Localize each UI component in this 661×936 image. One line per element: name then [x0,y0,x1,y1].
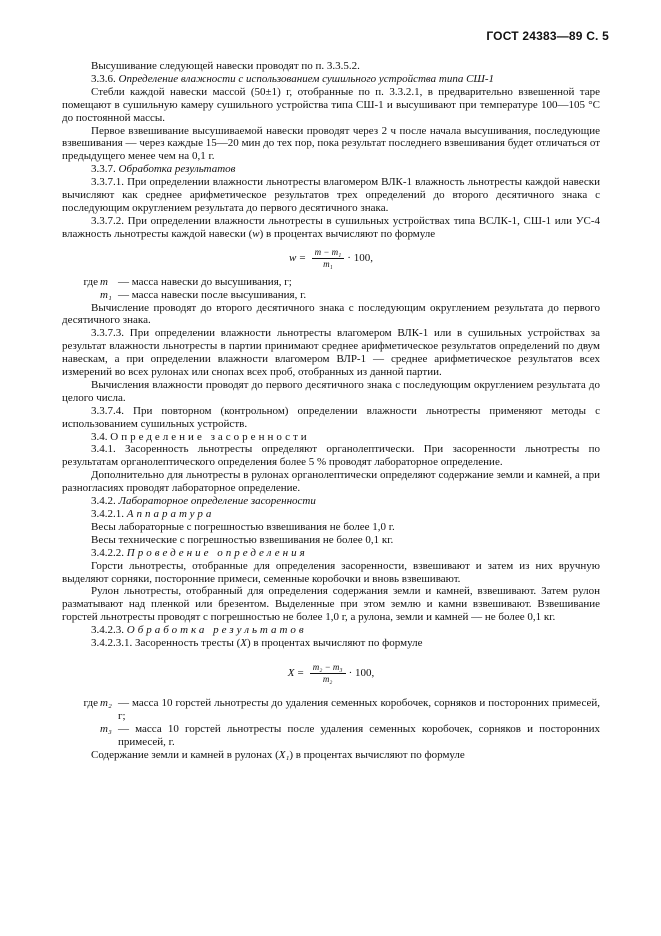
formula-contamination [62,662,600,685]
section-heading [62,547,600,560]
def-text: — масса навески после высушивания, г. [118,288,307,301]
def-symbol: m₃ [100,722,112,735]
formula-equals: = [299,251,306,264]
text-span: ) в процентах вычисляют по формуле [289,748,465,761]
paragraph [62,215,600,241]
def-symbol: m₂ [100,696,112,709]
section-heading [62,495,600,508]
def-text: — масса навески до высушивания, г; [118,275,292,288]
section-heading [62,431,600,444]
text-span: 3.3.7.2. При определении влажности льнотресты в сушильных устройствах типа ВСЛК-1, СШ-1 или УС-4 влажность льнотресты каждой навески ( [62,214,600,240]
fraction-numerator: m − m₁ [312,247,345,259]
paragraph: Вычисления влажности проводят до первого десятичного знака с последующим округлением результата до целого числа. [62,378,600,404]
def-text: — масса 10 горстей льнотресты до удаления семенных коробочек, сорняков и посторонних примесей, г; [118,696,600,722]
section-number: 3.4. [91,430,108,443]
formula-equals: = [297,667,304,680]
paragraph: Горсти льнотресты, отобранные для определения засоренности, взвешивают и затем из них вручную выделяют сорняки, посторонние примеси, семенные коробочки и вновь взвешивают. [62,559,600,585]
paragraph: 3.4.1. Засоренность льнотресты определяют органолептически. При засоренности льнотресты по результатам органолептического определения более 5 % проводят лабораторное определение. [62,443,600,469]
section-number: 3.3.6. [91,72,116,85]
variable: X₁ [278,748,290,761]
definitions-list [62,697,600,749]
page-header: ГОСТ 24383—89 С. 5 [486,29,609,43]
section-title: Определение засоренности [110,430,310,443]
formula-lhs: w [289,251,297,264]
paragraph: Вычисление проводят до второго десятичного знака с последующим округлением результата до первого десятичного знака. [62,301,600,327]
paragraph: Высушивание следующей навески проводят по п. 3.3.5.2. [91,60,360,72]
section-number: 3.4.2. [91,495,116,508]
def-lead: где [83,275,98,288]
section-number: 3.4.2.1. [91,508,124,520]
paragraph: 3.3.7.3. При определении влажности льнотресты влагомером ВЛК-1 или в сушильных устройствах за результат влажности льнотресты в партии принимают среднее арифметическое результатов определений по двум навескам, а при определении влажности влагомером ВЛР-1 — среднее арифметическое результатов всех измерений во всех рулонах или снопах всех проб, отобранных из данной партии. [62,327,600,379]
section-title: Определение влажности с использованием сушильного устройства типа СШ-1 [118,72,495,85]
text-span: Содержание земли и камней в рулонах ( [91,748,279,761]
variable: X [240,637,247,650]
fraction [310,662,346,685]
text-span: ) в процентах вычисляют по формуле [247,637,423,650]
section-title: Обработка результатов [118,163,236,176]
def-symbol: m₁ [100,288,112,301]
fraction [312,247,345,270]
fraction-denominator: m₂ [322,673,333,684]
paragraph: Весы лабораторные с погрешностью взвешивания не более 1,0 г. [91,520,395,533]
paragraph: Первое взвешивание высушиваемой навески проводят через 2 ч после начала высушивания, последующие взвешивания — через каждые 15—20 мин до тех пор, пока результат последнего взвешивания будет отличаться от предыдущего менее чем на 0,1 г. [62,124,600,163]
section-number: 3.4.2.2. [91,546,124,559]
section-heading [62,163,600,176]
paragraph: Рулон льнотресты, отобранный для определения содержания земли и камней, взвешивают. Затем рулон разматывают над пленкой или брезентом. Выделенные при этом землю и камни взвешивают. Взвешивание горстей льнотресты проводят с погрешностью не более 1,0 г, а рулона, земли и камней — не более 0,1 кг. [62,585,600,624]
formula-rhs: · 100, [348,667,375,680]
section-title: Проведение определения [126,546,308,559]
definitions-list [62,276,600,302]
text-span: ) в процентах вычисляют по формуле [259,227,436,240]
paragraph [62,637,600,650]
paragraph: Весы технические с погрешностью взвешивания не более 0,1 кг. [91,533,394,546]
section-title: Обработка результатов [126,624,307,637]
variable: w [252,227,260,240]
paragraph [62,749,600,762]
section-number: 3.3.7. [91,163,116,176]
paragraph: Дополнительно для льнотресты в рулонах органолептически определяют содержание земли и камней, а при разногласиях проводят лабораторное определение. [62,469,600,495]
fraction-denominator: m₁ [323,258,333,269]
text-span: 3.4.2.3.1. Засоренность тресты ( [91,637,241,650]
fraction-numerator: m₂ − m₃ [310,662,346,674]
section-number: 3.4.2.3. [91,624,124,637]
section-heading [62,624,600,637]
section-heading [62,73,600,86]
section-heading [62,508,600,521]
def-lead: где [83,696,98,709]
def-text: — масса 10 горстей льнотресты после удаления семенных коробочек, сорняков и посторонних примесей, г. [118,722,600,748]
paragraph: 3.3.7.4. При повторном (контрольном) определении влажности льнотресты применяют методы с использованием сушильных устройств. [62,404,600,430]
paragraph: 3.3.7.1. При определении влажности льнотресты влагомером ВЛК-1 влажность льнотресты каждой навески вычисляют как среднее арифметическое результатов трех определений до второго десятичного знака с последующим округлением результата до первого десятичного знака. [62,176,600,214]
def-lead [62,289,100,302]
document-body [62,60,600,762]
section-title: Лабораторное определение засоренности [118,495,316,508]
formula-rhs: · 100, [347,251,373,264]
formula-lhs: X [287,667,295,680]
def-lead [62,723,100,749]
section-title: Аппаратура [126,508,215,520]
formula-moisture [62,247,600,270]
def-symbol: m [100,275,108,288]
paragraph: Стебли каждой навески массой (50±1) г, отобранные по п. 3.3.2.1, в предварительно взвешенной таре помещают в сушильную камеру сушильного устройства типа СШ-1 и высушивают при температуре 100—105 °С до постоянной массы. [62,85,600,124]
